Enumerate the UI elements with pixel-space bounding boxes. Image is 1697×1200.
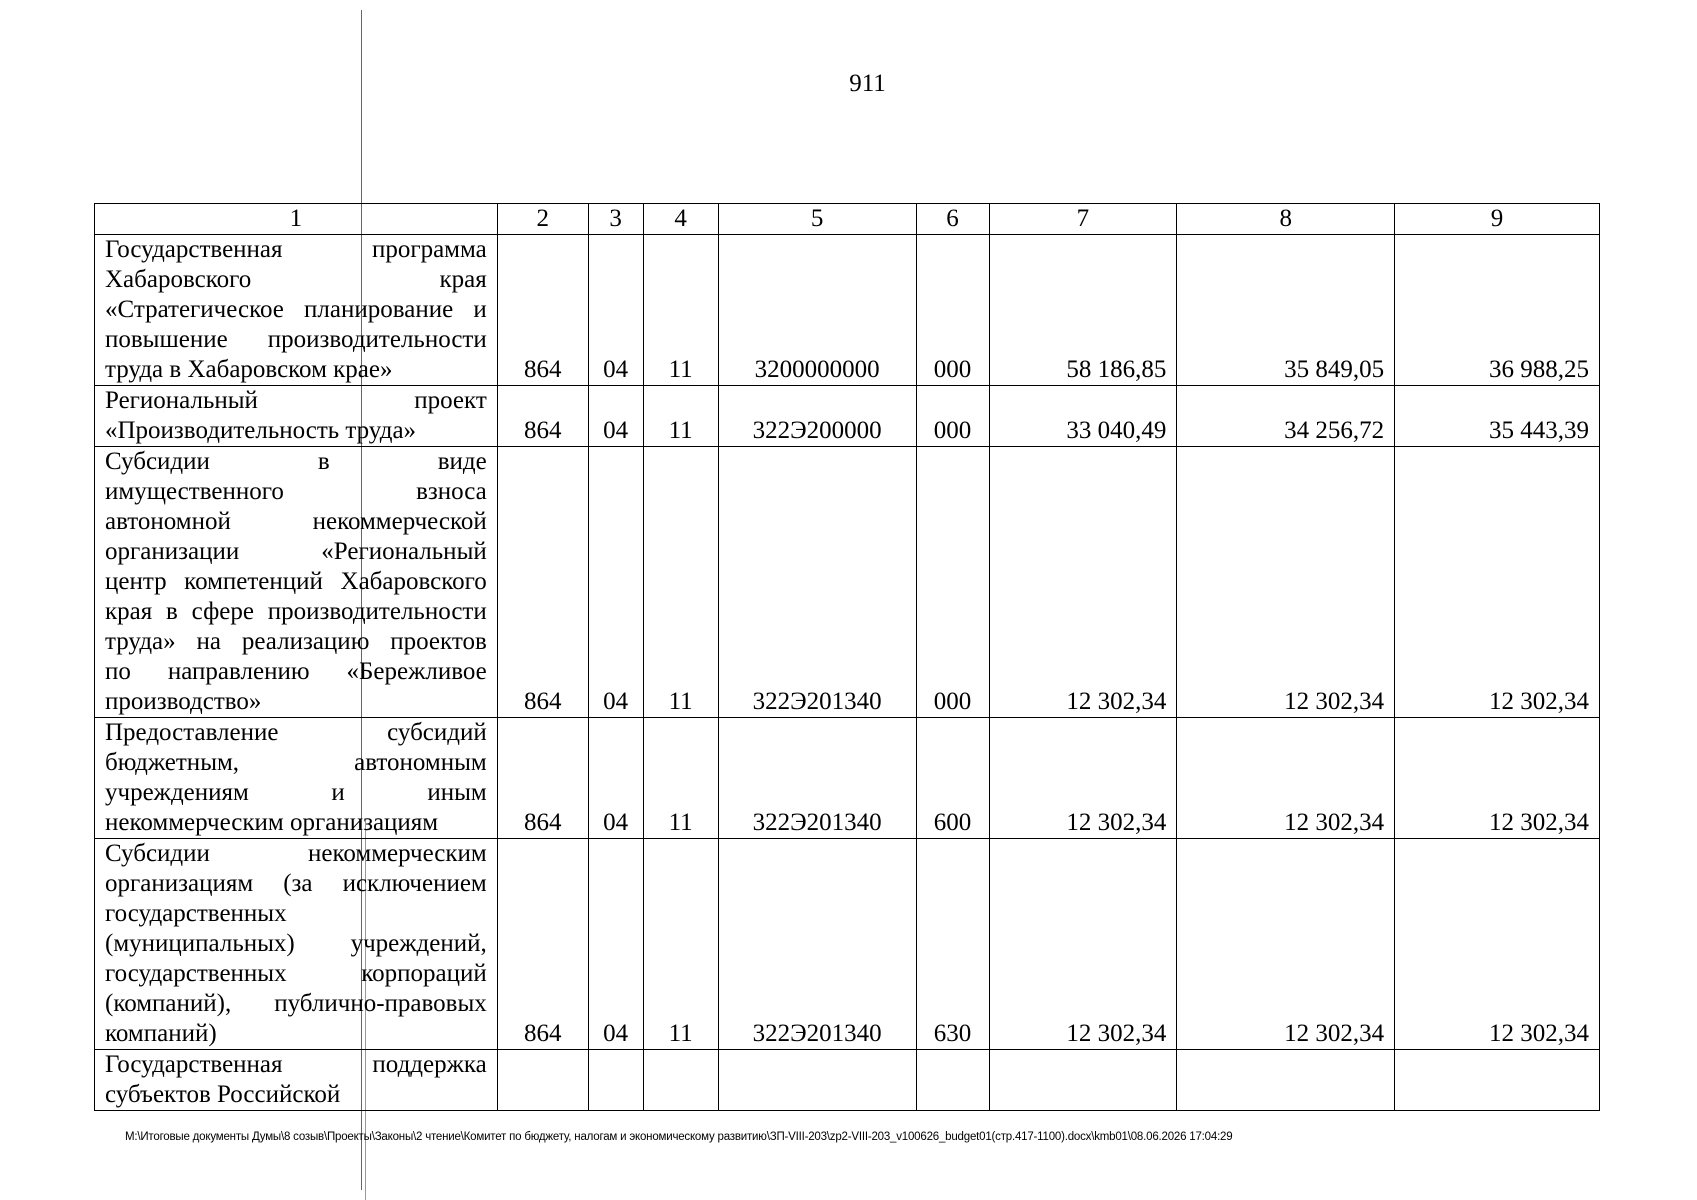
description-line: (муниципальных) учреждений,	[105, 930, 487, 957]
cell-subsection-code: 11	[643, 386, 718, 447]
cell-target-article: 3200000000	[718, 235, 916, 386]
header-cell-5: 5	[718, 204, 916, 235]
description-line: имущественного взноса	[105, 478, 487, 505]
cell-amount-year-3: 12 302,34	[1395, 718, 1600, 839]
cell-target-article: 322Э201340	[718, 447, 916, 718]
header-cell-9: 9	[1395, 204, 1600, 235]
table-row	[95, 386, 1600, 447]
cell-target-article: 322Э200000	[718, 386, 916, 447]
header-cell-8: 8	[1177, 204, 1395, 235]
description-line: производство»	[105, 688, 262, 715]
description-line: автономной некоммерческой	[105, 508, 487, 535]
cell-expense-type: 000	[916, 235, 989, 386]
cell-subsection-code: 11	[643, 447, 718, 718]
description-line: «Стратегическое планирование и	[105, 296, 487, 323]
description-line: повышение производительности	[105, 326, 487, 353]
description-line: Государственная программа	[105, 236, 487, 263]
cell-ministry-code: 864	[497, 718, 588, 839]
page-number: 911	[849, 70, 886, 97]
cell-amount-year-2: 12 302,34	[1177, 718, 1395, 839]
description-line: (компаний), публично-правовых	[105, 990, 487, 1017]
description-line: Хабаровского края	[105, 266, 487, 293]
cell-amount-year-1: 12 302,34	[989, 447, 1177, 718]
row-description	[95, 839, 498, 1050]
cell-expense-type: 000	[916, 386, 989, 447]
cell-amount-year-3: 12 302,34	[1395, 839, 1600, 1050]
cell-amount-year-1: 12 302,34	[989, 839, 1177, 1050]
description-line: «Производительность труда»	[105, 417, 417, 444]
cell-section-code: 04	[588, 386, 643, 447]
cell-amount-year-1: 33 040,49	[989, 386, 1177, 447]
cell-amount-year-3	[1395, 1050, 1600, 1111]
description-line: учреждениям и иным	[105, 779, 487, 806]
cell-amount-year-1: 58 186,85	[989, 235, 1177, 386]
description-line: Предоставление субсидий	[105, 719, 487, 746]
cell-amount-year-3: 36 988,25	[1395, 235, 1600, 386]
description-line: организациям (за исключением	[105, 870, 487, 897]
cell-section-code: 04	[588, 718, 643, 839]
description-line: Субсидии некоммерческим	[105, 840, 487, 867]
cell-amount-year-3: 12 302,34	[1395, 447, 1600, 718]
cell-amount-year-2: 12 302,34	[1177, 447, 1395, 718]
header-cell-4: 4	[643, 204, 718, 235]
cell-section-code: 04	[588, 235, 643, 386]
description-line: компаний)	[105, 1020, 217, 1047]
cell-ministry-code: 864	[497, 447, 588, 718]
cell-section-code: 04	[588, 839, 643, 1050]
cell-expense-type	[916, 1050, 989, 1111]
cell-amount-year-2	[1177, 1050, 1395, 1111]
cell-section-code: 04	[588, 447, 643, 718]
cell-amount-year-2: 35 849,05	[1177, 235, 1395, 386]
description-line: труда в Хабаровском крае»	[105, 356, 393, 383]
cell-subsection-code: 11	[643, 718, 718, 839]
cell-ministry-code: 864	[497, 839, 588, 1050]
description-line: некоммерческим организациям	[105, 809, 439, 836]
cell-amount-year-3: 35 443,39	[1395, 386, 1600, 447]
description-line: центр компетенций Хабаровского	[105, 568, 487, 595]
description-line: государственных	[105, 900, 287, 927]
cell-target-article	[718, 1050, 916, 1111]
cell-amount-year-2: 34 256,72	[1177, 386, 1395, 447]
table-row	[95, 447, 1600, 718]
description-line: субъектов Российской	[105, 1081, 341, 1108]
description-line: труда» на реализацию проектов	[105, 628, 487, 655]
row-description	[95, 235, 498, 386]
description-line: Государственная поддержка	[105, 1051, 487, 1078]
header-cell-3: 3	[588, 204, 643, 235]
document-footer-path: M:\Итоговые документы Думы\8 созыв\Проекты\Законы\2 чтение\Комитет по бюджету, налогам и экономическому развитию\ЗП-VIII-203\zp2-VIII-203_v100626_budget01(стр.417-1100).docx\kmb01\08.06.2026 17:04:29	[125, 1131, 1233, 1143]
cell-amount-year-2: 12 302,34	[1177, 839, 1395, 1050]
description-line: Региональный проект	[105, 387, 487, 414]
cell-subsection-code	[643, 1050, 718, 1111]
description-line: края в сфере производительности	[105, 598, 487, 625]
cell-ministry-code: 864	[497, 235, 588, 386]
table-row	[95, 235, 1600, 386]
cell-expense-type: 600	[916, 718, 989, 839]
row-description	[95, 1050, 498, 1111]
row-description	[95, 386, 498, 447]
description-line: Субсидии в виде	[105, 448, 487, 475]
cell-expense-type: 630	[916, 839, 989, 1050]
header-cell-2: 2	[497, 204, 588, 235]
cell-amount-year-1: 12 302,34	[989, 718, 1177, 839]
row-description	[95, 718, 498, 839]
cell-subsection-code: 11	[643, 235, 718, 386]
header-cell-1: 1	[95, 204, 498, 235]
cell-target-article: 322Э201340	[718, 839, 916, 1050]
description-line: бюджетным, автономным	[105, 749, 487, 776]
description-line: организации «Региональный	[105, 538, 487, 565]
cell-ministry-code: 864	[497, 386, 588, 447]
cell-expense-type: 000	[916, 447, 989, 718]
cell-ministry-code	[497, 1050, 588, 1111]
description-line: по направлению «Бережливое	[105, 658, 487, 685]
cell-target-article: 322Э201340	[718, 718, 916, 839]
budget-table	[94, 203, 1600, 1111]
table-row	[95, 839, 1600, 1050]
table-row	[95, 1050, 1600, 1111]
table-header-row	[95, 204, 1600, 235]
row-description	[95, 447, 498, 718]
cell-amount-year-1	[989, 1050, 1177, 1111]
table-row	[95, 718, 1600, 839]
description-line: государственных корпораций	[105, 960, 487, 987]
cell-section-code	[588, 1050, 643, 1111]
cell-subsection-code: 11	[643, 839, 718, 1050]
header-cell-7: 7	[989, 204, 1177, 235]
header-cell-6: 6	[916, 204, 989, 235]
